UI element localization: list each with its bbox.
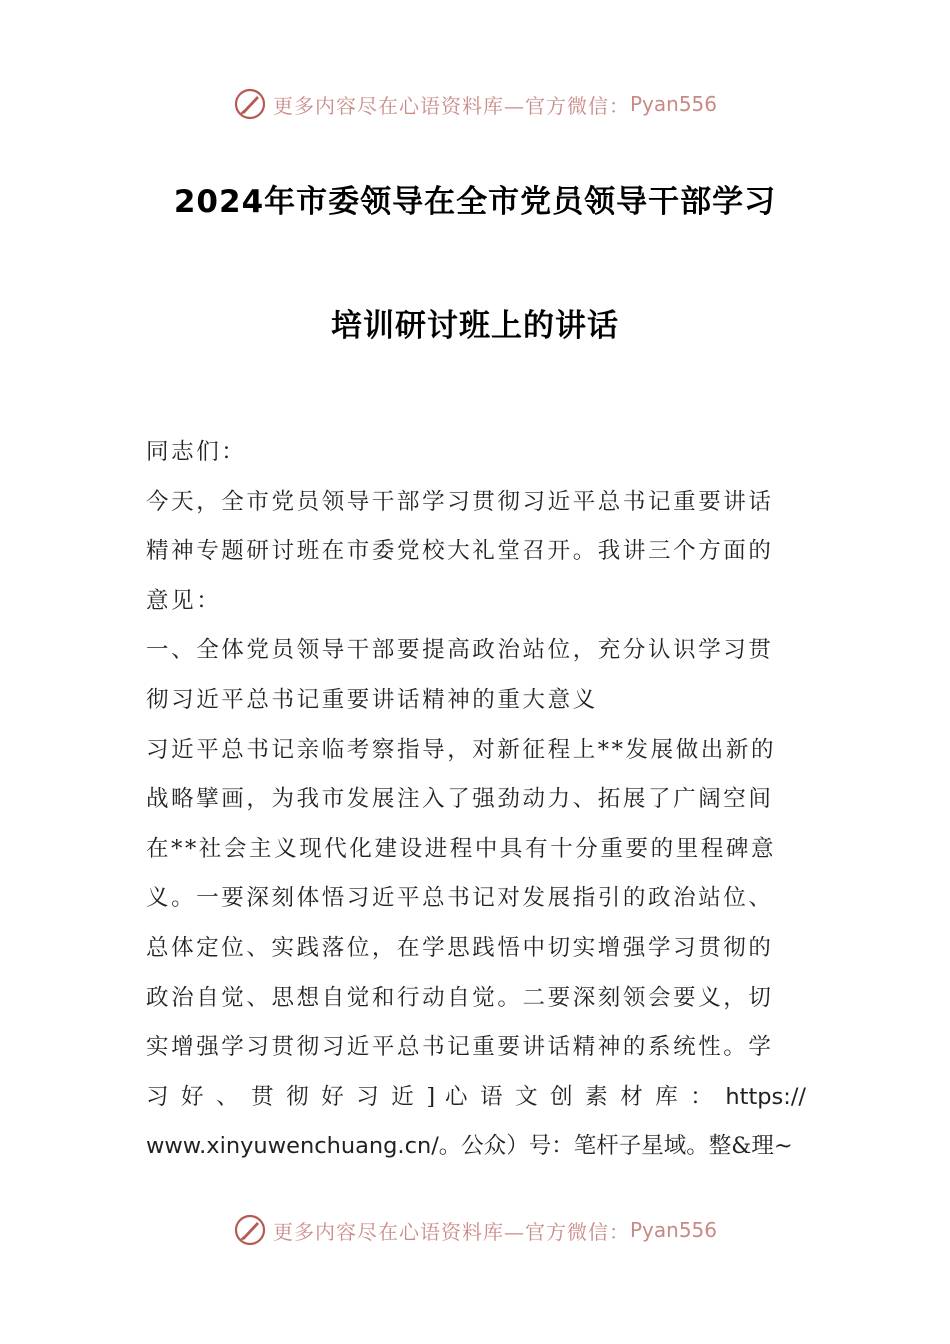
last-line [146, 1122, 806, 1172]
body-line: 一、全体党员领导干部要提高政治站位，充分认识学习贯 [146, 637, 774, 664]
footer-watermark [0, 1210, 950, 1250]
body-line: 实增强学习贯彻习近平总书记重要讲话精神的系统性。学 [146, 1034, 774, 1061]
quill-logo-icon [233, 87, 267, 121]
body-line: 意见： [146, 587, 222, 614]
body-line: 政治自觉、思想自觉和行动自觉。二要深刻领会要义，切 [146, 984, 774, 1011]
quill-logo-icon [233, 1213, 267, 1247]
last-line-text: 。公众）号：笔杆子星域。整&理~ [438, 1133, 793, 1160]
body-line: 义。一要深刻体悟习近平总书记对发展指引的政治站位、 [146, 885, 774, 912]
watermark-wechat-id: Pyan556 [629, 92, 717, 116]
body-line: 习近平总书记亲临考察指导，对新征程上**发展做出新的 [146, 736, 777, 763]
document-title-line-1: 2024年市委领导在全市党员领导干部学习 [173, 184, 777, 220]
body-line: 今天，全市党员领导干部学习贯彻习近平总书记重要讲话 [146, 488, 774, 515]
promo-text: 习 好 、 贯 彻 好 习 近 ] 心 语 文 创 素 材 库 ： [146, 1083, 716, 1110]
body-line: 精神专题研讨班在市委党校大礼堂召开。我讲三个方面的 [146, 538, 774, 565]
document-title-line-2: 培训研讨班上的讲话 [331, 308, 619, 344]
promo-url-prefix: https:// [725, 1083, 807, 1110]
promo-line [146, 1073, 806, 1123]
header-watermark [0, 84, 950, 124]
watermark-text: 更多内容尽在心语资料库—官方微信： [272, 1219, 630, 1244]
watermark-wechat-id: Pyan556 [629, 1218, 717, 1242]
website-url: www.xinyuwenchuang.cn/ [146, 1133, 439, 1160]
body-line: 在**社会主义现代化建设进程中具有十分重要的里程碑意 [146, 835, 777, 862]
watermark-text: 更多内容尽在心语资料库—官方微信： [272, 93, 630, 118]
body-line: 同志们： [146, 439, 247, 465]
body-line: 战略擘画，为我市发展注入了强劲动力、拓展了广阔空间 [146, 786, 774, 813]
body-line: 彻习近平总书记重要讲话精神的重大意义 [146, 686, 598, 713]
document-body [146, 428, 806, 1172]
body-line: 总体定位、实践落位，在学思践悟中切实增强学习贯彻的 [146, 934, 774, 961]
